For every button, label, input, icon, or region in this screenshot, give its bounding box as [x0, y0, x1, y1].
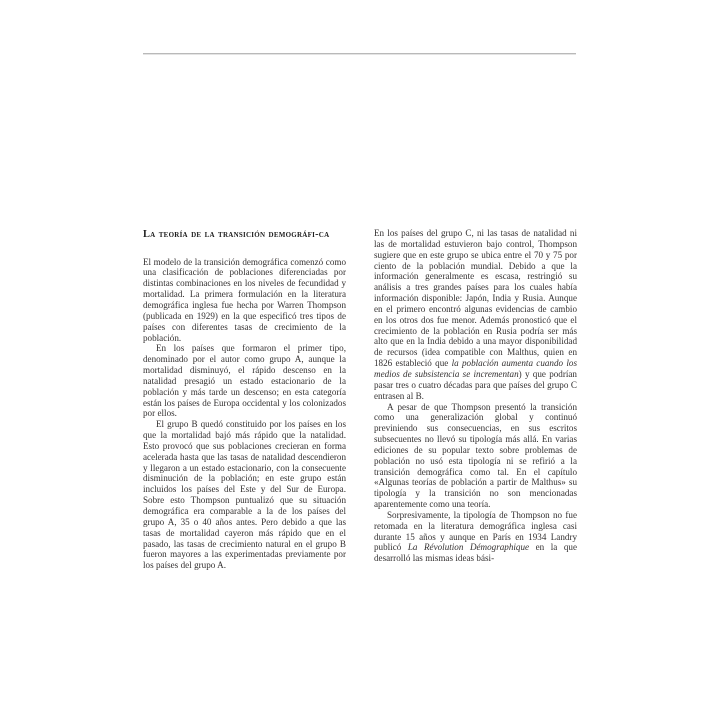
column-right: [374, 228, 577, 564]
paragraph: El grupo B quedó constituido por los países en los que la mortalidad bajó más rápido que la natalidad. Esto provocó que sus poblaciones crecieran en forma acelerada hasta que las tasas de natalidad descendieron y llegaron a un estado estacionario, con la consecuente disminución de la población; en este grupo están incluidos los países del Este y del Sur de Europa. Sobre esto Thompson puntualizó que su situación demográfica era comparable a la de los países del grupo A, 35 o 40 años antes. Pero debido a que las tasas de mortalidad cayeron más rápido que en el pasado, las tasas de crecimiento natural en el grupo B fueron mayores a las experimentadas previamente por los países del grupo A.: [143, 419, 346, 571]
paragraph: A pesar de que Thompson presentó la transición como una generalización global y continuó previniendo sus consecuencias, en sus escritos subsecuentes no llevó su tipología más allá. En varias ediciones de su popular texto sobre problemas de población no usó esta tipología ni se refirió a la transición demográfica como tal. En el capítulo «Algunas teorías de población a partir de Malthus» su tipología y la transición no son mencionadas aparentemente como una teoría.: [374, 401, 577, 510]
two-column-body: [143, 228, 577, 571]
column-left: [143, 228, 346, 571]
paragraph-text: Sorpresivamente, la tipología de Thompson no fue retomada en la literatura demográfica inglesa casi durante 15 años y aunque en París en 1934 Landry publicó: [374, 509, 577, 553]
paragraph: En los países que formaron el primer tipo, denominado por el autor como grupo A, aunque la mortalidad disminuyó, el rápido descenso en la natalidad presagió un estado estacionario de la población y más tarde un descenso; en esta categoría están los países de Europa occidental y los colonizados por ellos.: [143, 343, 346, 419]
paragraph-text: en la que desarrolló las mismas ideas bási-: [374, 542, 577, 564]
paragraph: [374, 510, 577, 564]
paragraph: [374, 228, 577, 402]
emphasis-malthus-quote: la población aumenta cuando los medios de subsistencia se incrementan: [374, 358, 577, 379]
paragraph-text: ) y que podrían pasar tres o cuatro décadas para que países del grupo C entrasen al B.: [374, 368, 577, 401]
header-rule: [143, 53, 576, 55]
emphasis-book-title: La Révolution Démographique: [407, 542, 530, 553]
page-title: La teoría de la transición demográfi-ca: [143, 229, 330, 240]
paragraph-text: En los países del grupo C, ni las tasas de natalidad ni las de mortalidad estuvieron bajo control, Thompson sugiere que en este grupo se ubica entre el 70 y 75 por ciento de la población mundial. Debido a que la información generalmente es escasa, restringió su análisis a tres grandes países para los cuales había información disponible: Japón, India y Rusia. Aunque en el primero encontró algunas evidencias de cambio en los otros dos fue menor. Además pronosticó que el crecimiento de la población en Rusia podría ser más alto que en la India debido a una mayor disponibilidad de recursos (idea compatible con Malthus, quien en 1826 estableció que: [374, 228, 577, 369]
paragraph: El modelo de la transición demográfica comenzó como una clasificación de poblaciones diferenciadas por distintas combinaciones en los niveles de fecundidad y mortalidad. La primera formulación en la literatura demográfica inglesa fue hecha por Warren Thompson (publicada en 1929) en la que especificó tres tipos de países con diferentes tasas de crecimiento de la población.: [143, 256, 346, 343]
